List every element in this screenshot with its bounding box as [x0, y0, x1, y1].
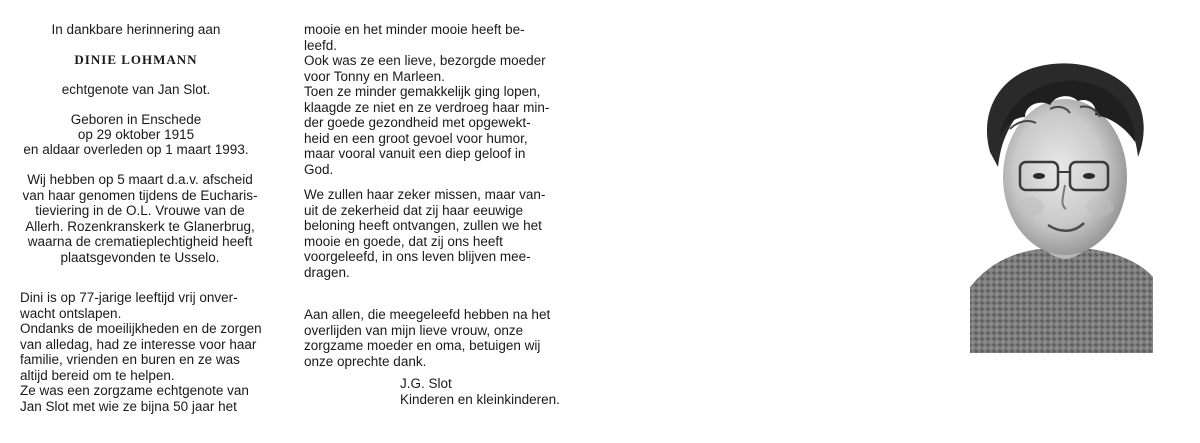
signature-block: [400, 376, 560, 407]
missing-line: uit de zekerheid dat zij haar eeuwige: [304, 202, 524, 218]
thanks-line: Aan allen, die meegeleefd hebben na het: [304, 307, 551, 322]
passing-line: Dini is op 77-jarige leeftijd vrij onver-: [20, 290, 238, 305]
funeral-line: Allerh. Rozenkranskerk te Glanerbrug,: [25, 218, 255, 234]
missing-line: beloning heeft ontvangen, zullen we het: [304, 218, 542, 233]
portrait-photo-icon: [970, 57, 1153, 353]
passing-line: altijd bereid om te helpen.: [20, 367, 175, 383]
missing-line: We zullen haar zeker missen, maar van-: [304, 187, 546, 202]
signature-family: Kinderen en kleinkinderen.: [400, 391, 560, 407]
thanks-line: overlijden van mijn lieve vrouw, onze: [304, 322, 524, 338]
passing-line: wacht ontslapen.: [20, 305, 122, 321]
thanks-paragraph: [304, 307, 550, 369]
thanks-line: zorgzame moeder en oma, betuigen wij: [304, 338, 541, 353]
missing-line: dragen.: [304, 264, 350, 280]
spouse-text: echtgenote van Jan Slot.: [61, 82, 211, 97]
life-line: voor Tonny en Marleen.: [304, 68, 445, 84]
funeral-line: tieviering in de O.L. Vrouwe van de: [35, 203, 245, 218]
passing-line: van alledag, had ze interesse voor haar: [20, 336, 257, 352]
life-line: heid en een groot gevoel voor humor,: [304, 130, 528, 146]
life-line: maar vooral vanuit een diep geloof in: [304, 146, 526, 161]
life-line: God.: [304, 161, 334, 177]
missing-line: mooie en goede, dat zij ons heeft: [304, 233, 503, 249]
passing-line: familie, vrienden en buren en ze was: [20, 352, 240, 367]
life-line: klaagde ze niet en ze verdroeg haar min-: [304, 99, 550, 115]
birth-line-2: op 29 oktober 1915: [77, 127, 195, 142]
intro-text: In dankbare herinnering aan: [51, 22, 221, 37]
life-line: der goede gezondheid met opgewekt-: [304, 115, 531, 130]
missing-paragraph: [304, 187, 545, 280]
missing-line: voorgeleefd, in ons leven blijven mee-: [304, 249, 531, 264]
birth-line-3: en aldaar overleden op 1 maart 1993.: [23, 142, 249, 157]
life-line: leefd.: [304, 37, 338, 53]
life-line: Toen ze minder gemakkelijk ging lopen,: [304, 84, 541, 99]
funeral-line: plaatsgevonden te Usselo.: [60, 249, 220, 265]
passing-line: Ze was een zorgzame echtgenote van: [20, 383, 249, 398]
birth-line-1: Geboren in Enschede: [70, 112, 202, 127]
life-line: Ook was ze een lieve, bezorgde moeder: [304, 53, 546, 68]
funeral-line: waarna de crematieplechtigheid heeft: [27, 234, 253, 249]
signature-name: J.G. Slot: [400, 376, 452, 391]
passing-line: Ondanks de moeilijkheden en de zorgen: [20, 321, 262, 336]
funeral-line: Wij hebben op 5 maart d.a.v. afscheid: [27, 172, 253, 187]
funeral-line: van haar genomen tijdens de Eucharis-: [22, 187, 258, 203]
passing-paragraph: [20, 290, 280, 414]
funeral-paragraph: [20, 172, 260, 265]
life-line: mooie en het minder mooie heeft be-: [304, 22, 525, 37]
life-paragraph: [304, 22, 549, 177]
deceased-name: DINIE LOHMANN: [74, 52, 198, 67]
thanks-line: onze oprechte dank.: [304, 353, 427, 369]
passing-line: Jan Slot met wie ze bijna 50 jaar het: [20, 398, 237, 414]
